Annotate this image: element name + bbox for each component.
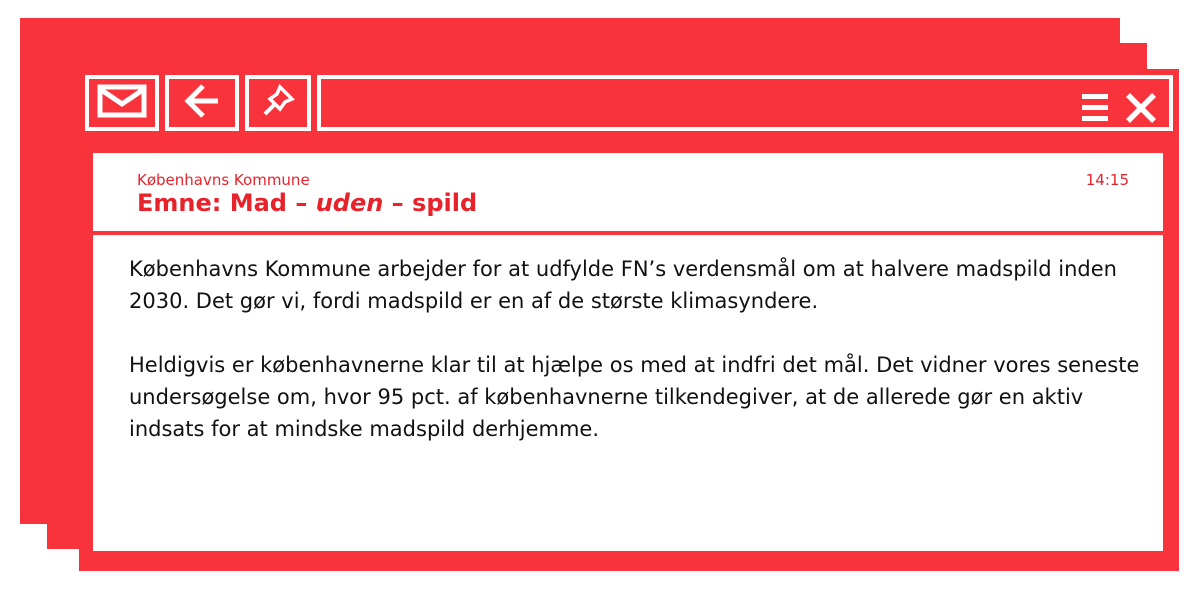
pin-icon	[260, 83, 296, 123]
sender-name: Københavns Kommune	[137, 171, 310, 189]
mail-icon	[97, 84, 147, 122]
message-subject	[137, 189, 477, 217]
message-pane	[93, 153, 1163, 551]
close-icon[interactable]	[1125, 93, 1157, 127]
subject-emphasis: uden	[315, 189, 384, 217]
body-paragraph: Københavns Kommune arbejder for at udfylde FN’s verdensmål om at halvere madspild inden 2030. Det gør vi, fordi madspild er en af de største klimasyndere.	[129, 257, 1117, 313]
hamburger-icon[interactable]	[1081, 93, 1111, 127]
message-body	[129, 253, 1145, 477]
email-window	[79, 69, 1179, 571]
arrow-left-icon	[182, 82, 222, 124]
message-header	[93, 153, 1163, 235]
subject-prefix: Emne: Mad –	[137, 189, 316, 217]
message-time: 14:15	[1085, 171, 1129, 189]
title-bar	[317, 75, 1173, 131]
subject-suffix: – spild	[383, 189, 478, 217]
back-button[interactable]	[165, 75, 239, 131]
pin-button[interactable]	[245, 75, 311, 131]
body-paragraph: Heldigvis er københavnerne klar til at hjælpe os med at indfri det mål. Det vidner vores seneste undersøgelse om, hvor 95 pct. af københavnerne tilkendegiver, at de allerede gør en aktiv indsats for at mindske madspild derhjemme.	[129, 353, 1140, 441]
mail-button[interactable]	[85, 75, 159, 131]
